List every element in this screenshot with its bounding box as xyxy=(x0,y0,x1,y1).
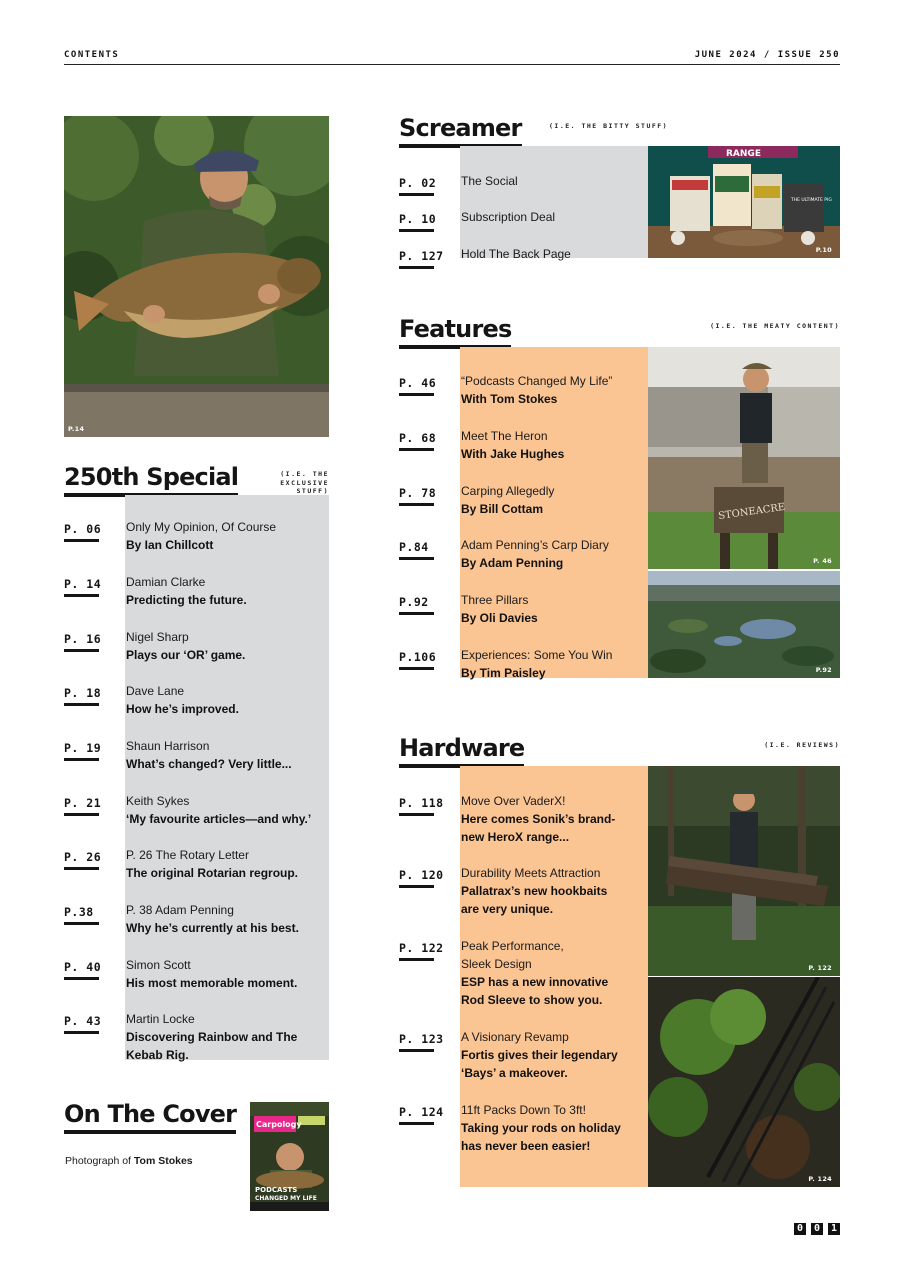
entry-subtitle: Here comes Sonik’s brand-new HeroX range... xyxy=(461,812,616,844)
entry-subtitle: Why he’s currently at his best. xyxy=(126,921,299,935)
page-number-ref[interactable]: P. 46 xyxy=(399,376,436,396)
entry-subtitle: The original Rotarian regroup. xyxy=(126,866,299,880)
special-section-subtitle: (I.E. THE EXCLUSIVE STUFF) xyxy=(280,470,329,495)
toc-entry[interactable] xyxy=(461,427,646,463)
entry-title: Dave Lane xyxy=(126,684,185,698)
toc-entry[interactable] xyxy=(126,792,326,828)
angler-on-sign-photo xyxy=(648,347,840,569)
angler-carp-photo xyxy=(64,116,329,437)
toc-entry[interactable] xyxy=(461,792,626,846)
entry-subtitle: What’s changed? Very little... xyxy=(126,757,292,771)
toc-entry[interactable] xyxy=(461,646,646,682)
special-section-title: 250th Special xyxy=(64,465,238,497)
entry-title: Peak Performance, Sleek Design xyxy=(461,939,564,971)
screamer-section-subtitle: (I.E. THE BITTY STUFF) xyxy=(549,122,669,130)
entry-title: Durability Meets Attraction xyxy=(461,866,601,880)
page-number-ref[interactable]: P. 123 xyxy=(399,1032,444,1052)
entry-subtitle: ‘My favourite articles—and why.’ xyxy=(126,812,312,826)
photo-page-tag: P. 124 xyxy=(808,1175,832,1183)
screamer-section-title: Screamer xyxy=(399,116,522,148)
page-number-ref[interactable]: P. 68 xyxy=(399,431,436,451)
section-label: CONTENTS xyxy=(64,50,120,60)
entry-subtitle: By Ian Chillcott xyxy=(126,538,214,552)
cover-headline-2: CHANGED MY LIFE xyxy=(255,1195,317,1202)
running-header xyxy=(64,50,840,65)
entry-title: Experiences: Some You Win xyxy=(461,648,613,662)
toc-entry[interactable] xyxy=(126,682,326,718)
hardware-section-title: Hardware xyxy=(399,736,524,768)
entry-title: Damian Clarke xyxy=(126,575,206,589)
entry-subtitle: ESP has a new innovative Rod Sleeve to show you. xyxy=(461,975,609,1007)
toc-entry[interactable] xyxy=(461,536,646,572)
entry-title: Simon Scott xyxy=(126,958,191,972)
entry-title: Move Over VaderX! xyxy=(461,794,566,808)
page-number-ref[interactable]: P. 18 xyxy=(64,686,101,706)
toc-entry[interactable] xyxy=(126,518,326,554)
page-number-ref[interactable]: P. 02 xyxy=(399,176,436,196)
entry-title: Carping Allegedly xyxy=(461,484,555,498)
hardware-section-subtitle: (I.E. REVIEWS) xyxy=(764,741,840,749)
entry-title: “Podcasts Changed My Life” xyxy=(461,374,613,388)
page-number-ref[interactable]: P. 06 xyxy=(64,522,101,542)
page-digit: 0 xyxy=(811,1223,823,1235)
rods-in-undergrowth-photo xyxy=(648,977,840,1187)
aerial-lake-photo xyxy=(648,571,840,678)
bait-banner-text: RANGE xyxy=(726,149,761,159)
cover-section-title: On The Cover xyxy=(64,1102,236,1134)
entry-subtitle: Predicting the future. xyxy=(126,593,247,607)
toc-entry[interactable] xyxy=(126,1010,326,1064)
toc-entry[interactable] xyxy=(461,208,641,226)
entry-title: Keith Sykes xyxy=(126,794,190,808)
page-number-ref[interactable]: P. 120 xyxy=(399,868,444,888)
features-section-title: Features xyxy=(399,317,511,349)
toc-entry[interactable] xyxy=(461,482,646,518)
page-number-ref[interactable]: P. 124 xyxy=(399,1105,444,1125)
features-section-subtitle: (I.E. THE MEATY CONTENT) xyxy=(710,322,840,330)
photo-page-tag: P.14 xyxy=(68,425,85,433)
entry-title: Subscription Deal xyxy=(461,210,556,224)
screamer-grey-panel xyxy=(460,146,648,258)
page-number-ref[interactable]: P. 19 xyxy=(64,741,101,761)
entry-subtitle: By Tim Paisley xyxy=(461,666,546,680)
page-number-ref[interactable]: P. 127 xyxy=(399,249,444,269)
cover-masthead: Carpology xyxy=(256,1120,302,1129)
page-number-ref[interactable]: P. 10 xyxy=(399,212,436,232)
photo-page-tag: P.10 xyxy=(815,246,832,254)
bag-text: THE ULTIMATE PIG xyxy=(791,198,832,203)
entry-title: Hold The Back Page xyxy=(461,247,571,261)
magazine-cover-thumbnail[interactable] xyxy=(250,1102,329,1211)
angler-with-rod-sleeve-photo xyxy=(648,766,840,976)
cover-caption: Photograph of Tom Stokes xyxy=(65,1155,193,1167)
toc-entry[interactable] xyxy=(126,846,326,882)
entry-subtitle: By Bill Cottam xyxy=(461,502,544,516)
entry-title: 11ft Packs Down To 3ft! xyxy=(461,1103,586,1117)
toc-entry[interactable] xyxy=(461,245,641,263)
toc-entry[interactable] xyxy=(126,628,326,664)
bait-products-photo xyxy=(648,146,840,258)
page-digit: 1 xyxy=(828,1223,840,1235)
entry-subtitle: Pallatrax’s new hookbaits are very unique. xyxy=(461,884,608,916)
entry-subtitle: Discovering Rainbow and The Kebab Rig. xyxy=(126,1030,298,1062)
issue-label: JUNE 2024 / ISSUE 250 xyxy=(694,50,840,60)
toc-entry[interactable] xyxy=(126,573,326,609)
page-number-ref[interactable]: P.92 xyxy=(399,595,434,615)
entry-subtitle: How he’s improved. xyxy=(126,702,239,716)
toc-entry[interactable] xyxy=(461,864,626,918)
page-number-ref[interactable]: P. 43 xyxy=(64,1014,101,1034)
photo-page-tag: P. 46 xyxy=(813,557,832,565)
entry-title: Martin Locke xyxy=(126,1012,195,1026)
entry-title: P. 26 The Rotary Letter xyxy=(126,848,249,862)
entry-title: P. 38 Adam Penning xyxy=(126,903,234,917)
entry-title: Only My Opinion, Of Course xyxy=(126,520,277,534)
entry-subtitle: With Jake Hughes xyxy=(461,447,565,461)
page-number-ref[interactable]: P. 122 xyxy=(399,941,444,961)
photo-page-tag: P. 122 xyxy=(808,964,832,972)
toc-entry[interactable] xyxy=(461,937,626,1009)
entry-subtitle: With Tom Stokes xyxy=(461,392,558,406)
entry-subtitle: By Oli Davies xyxy=(461,611,538,625)
toc-entry[interactable] xyxy=(126,737,326,773)
toc-entry[interactable] xyxy=(461,1028,626,1082)
entry-title: Nigel Sharp xyxy=(126,630,189,644)
entry-title: Shaun Harrison xyxy=(126,739,210,753)
page-number-ref[interactable]: P. 78 xyxy=(399,486,436,506)
sign-text: STONEACRE xyxy=(717,501,786,523)
page-number xyxy=(794,1223,840,1235)
entry-title: The Social xyxy=(461,174,518,188)
toc-entry[interactable] xyxy=(461,1101,626,1155)
page-digit: 0 xyxy=(794,1223,806,1235)
toc-entry[interactable] xyxy=(461,591,646,627)
toc-entry[interactable] xyxy=(461,372,646,408)
toc-entry[interactable] xyxy=(126,956,326,992)
entry-title: Meet The Heron xyxy=(461,429,548,443)
photo-page-tag: P.92 xyxy=(815,666,832,674)
entry-subtitle: By Adam Penning xyxy=(461,556,564,570)
page-number-ref[interactable]: P.84 xyxy=(399,540,434,560)
entry-subtitle: Plays our ‘OR’ game. xyxy=(126,648,246,662)
entry-subtitle: Taking your rods on holiday has never been easier! xyxy=(461,1121,621,1153)
page-number-ref[interactable]: P. 21 xyxy=(64,796,101,816)
entry-title: Adam Penning’s Carp Diary xyxy=(461,538,609,552)
entry-subtitle: Fortis gives their legendary ‘Bays’ a makeover. xyxy=(461,1048,618,1080)
page-number-ref[interactable]: P. 16 xyxy=(64,632,101,652)
page-number-ref[interactable]: P. 40 xyxy=(64,960,101,980)
toc-entry[interactable] xyxy=(461,172,641,190)
page-number-ref[interactable]: P. 118 xyxy=(399,796,444,816)
cover-headline-1: PODCASTS xyxy=(255,1186,298,1194)
entry-title: Three Pillars xyxy=(461,593,529,607)
toc-entry[interactable] xyxy=(126,901,326,937)
page-number-ref[interactable]: P. 26 xyxy=(64,850,101,870)
page-number-ref[interactable]: P. 14 xyxy=(64,577,101,597)
entry-subtitle: His most memorable moment. xyxy=(126,976,298,990)
page-number-ref[interactable]: P.38 xyxy=(64,905,99,925)
page-number-ref[interactable]: P.106 xyxy=(399,650,436,670)
entry-title: A Visionary Revamp xyxy=(461,1030,569,1044)
